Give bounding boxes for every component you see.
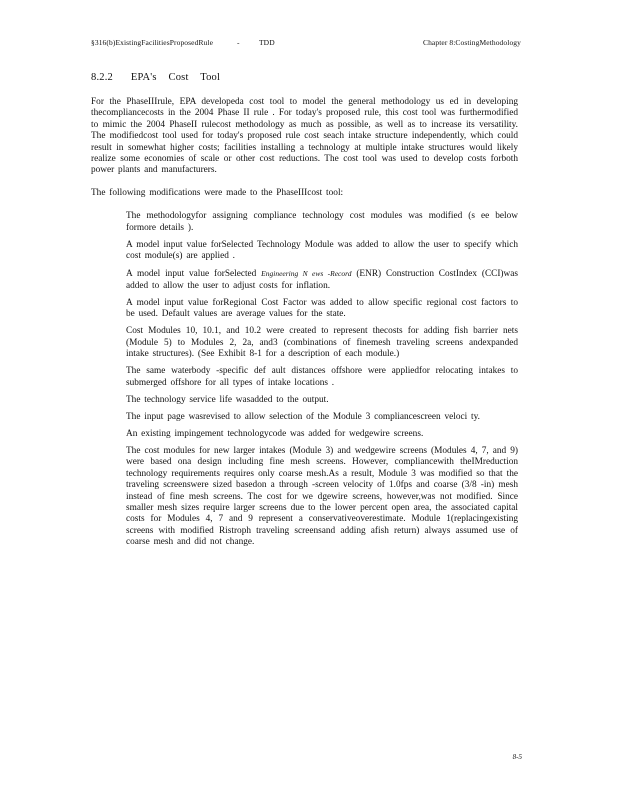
header-chapter: Chapter 8:CostingMethodology <box>422 38 521 47</box>
list-item <box>91 268 518 292</box>
section-number: 8.2.2 <box>91 72 113 83</box>
list-item-text: The input page wasrevised to allow selection of the Module 3 compliancescreen veloci ty. <box>126 411 480 422</box>
page-number: 8-5 <box>512 753 522 761</box>
list-item-text: A model input value forSelected Technology Module was added to allow the user to specify which cost module(s) are applied . <box>126 239 518 262</box>
header-separator: - <box>237 38 240 47</box>
list-item <box>91 429 518 440</box>
list-item <box>91 326 518 360</box>
list-item-text: A model input value forRegional Cost Factor was added to allow specific regional cost factors to be used. Default values are average values for the state. <box>126 297 518 320</box>
list-item <box>91 366 518 389</box>
modifications-list <box>91 211 518 548</box>
list-item-text: The technology service life wasadded to the output. <box>126 394 329 405</box>
list-item <box>91 395 518 406</box>
list-item-text: The methodologyfor assigning compliance technology cost modules was modified (s ee below formore details ). <box>126 211 518 233</box>
publication-name: Engineering N ews -Record <box>261 269 352 279</box>
page-body <box>91 97 518 554</box>
section-heading <box>91 72 220 83</box>
list-item <box>91 240 518 263</box>
list-item-text: A model input value forSelected <box>126 269 262 280</box>
list-item-text: (ENR) Construction CostIndex (CCI)was added to allow the user to adjust costs for inflation. <box>126 269 518 291</box>
list-item <box>91 446 518 549</box>
list-item-text: The same waterbody -specific def ault distances offshore were appliedfor relocating intakes to submerged offshore for all types of intake locations . <box>126 366 518 388</box>
list-item <box>91 412 518 423</box>
list-item <box>91 211 518 234</box>
paragraph-cost-tool: For the PhaseIIIrule, EPA developeda cost tool to model the general methodology us ed in developing thecompliancecosts in the 2004 Phase II rule . For today's proposed rule, this cost tool was furthermodified to mimic the 2004 PhaseII rulecost methodology as much as possible, as well as to increase its versatility. The modifiedcost tool used for today's proposed rule cost seach intake structure independently, which could result in somewhat higher costs; facilities installing a technology at multiple intake structures would likely realize some economies of scale or other cost reductions. The cost tool was used to develop costs forboth power plants and manufacturers. <box>91 97 518 176</box>
header-document-type: TDD <box>259 38 275 47</box>
list-item-text: An existing impingement technologycode was added for wedgewire screens. <box>126 428 424 439</box>
list-item <box>91 298 518 321</box>
header-document-title: §316(b)ExistingFacilitiesProposedRule <box>91 38 214 47</box>
section-title: EPA's Cost Tool <box>130 72 221 83</box>
list-item-text: Cost Modules 10, 10.1, and 10.2 were created to represent thecosts for adding fish barrier nets (Module 5) to Modules 2, 2a, and3 (combinations of finemesh traveling screens andexpanded intake structures). (See Exhibit 8-1 for a description of each module.) <box>126 326 518 360</box>
paragraph-modifications-intro: The following modifications were made to the PhaseIIIcost tool: <box>91 187 344 198</box>
list-item-text: The cost modules for new larger intakes (Module 3) and wedgewire screens (Modules 4, 7, and 9) were based ona design including fine mesh screens. However, compliancewith theIMreduction technology requirements requires only coarse mesh.As a result, Module 3 was modified so that the traveling screenswere sized basedon a through -screen velocity of 1.0fps and coarse (3/8 -in) mesh instead of fine mesh screens. The cost for we dgewire screens, however,was not modified. Since smaller mesh sizes require larger screens due to the lower percent open area, the associated capital costs for Modules 4, 7 and 9 represent a conservativeoverestimate. Module 1(replacingexisting screens with modified Ristroph traveling screensand adding afish return) always assumed use of coarse mesh and did not change. <box>126 445 518 548</box>
